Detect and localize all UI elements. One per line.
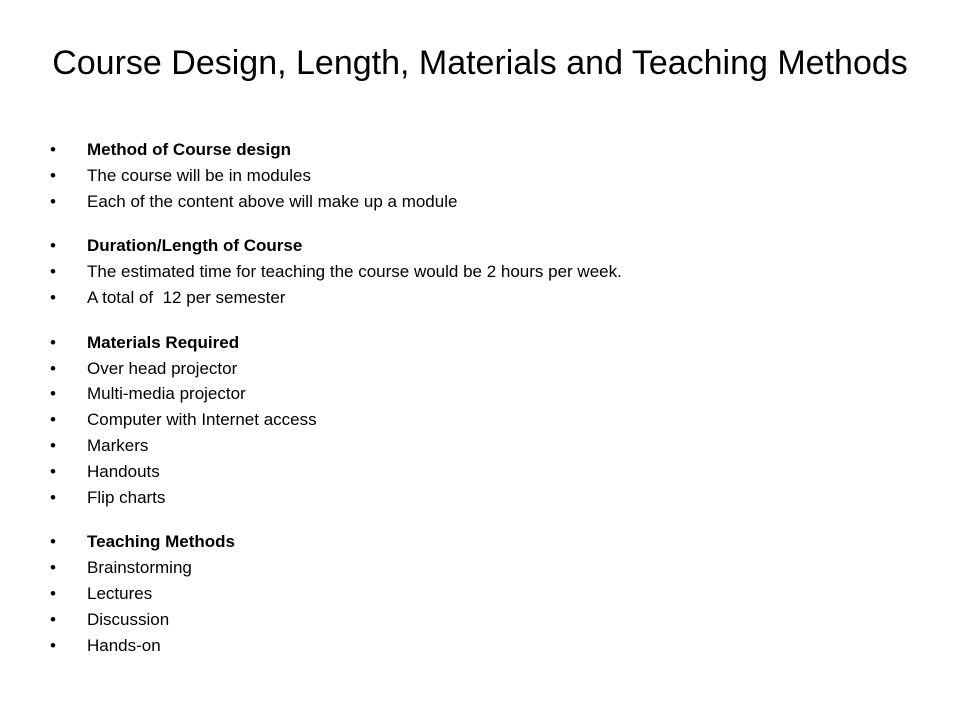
slide-title: Course Design, Length, Materials and Teaching Methods <box>52 44 908 82</box>
list-item <box>50 633 910 659</box>
bullet-icon: • <box>50 236 56 256</box>
bullet-icon: • <box>50 532 56 552</box>
list-item-text: Discussion <box>87 609 170 629</box>
bullet-list <box>50 137 910 677</box>
list-item-text: The course will be in modules <box>87 165 311 185</box>
list-item-text: Markers <box>87 435 149 455</box>
bullet-icon: • <box>50 635 56 655</box>
list-item-text: Hands-on <box>87 635 161 655</box>
bullet-icon: • <box>50 191 56 211</box>
list-item <box>50 555 910 581</box>
bullet-icon: • <box>50 165 56 185</box>
bullet-icon: • <box>50 461 56 481</box>
section-heading-text: Method of Course design <box>87 140 291 159</box>
list-item <box>50 356 910 382</box>
bullet-icon: • <box>50 410 56 430</box>
bullet-icon: • <box>50 287 56 307</box>
section-materials <box>50 330 910 511</box>
list-item-text: Handouts <box>87 461 160 481</box>
bullet-icon: • <box>50 609 56 629</box>
bullet-icon: • <box>50 558 56 578</box>
section-teaching-methods <box>50 529 910 658</box>
list-item <box>50 607 910 633</box>
list-item-text: Over head projector <box>87 358 238 378</box>
list-item-text: Computer with Internet access <box>87 410 317 430</box>
list-item-text: Multi-media projector <box>87 384 246 404</box>
list-item <box>50 459 910 485</box>
list-item <box>50 407 910 433</box>
list-item-text: The estimated time for teaching the course would be 2 hours per week. <box>87 262 622 282</box>
section-heading <box>50 137 910 163</box>
bullet-icon: • <box>50 140 56 159</box>
list-item-text: Each of the content above will make up a module <box>87 191 458 211</box>
section-heading <box>50 233 910 259</box>
list-item <box>50 285 910 311</box>
list-item <box>50 485 910 511</box>
list-item <box>50 381 910 407</box>
section-duration <box>50 233 910 310</box>
list-item <box>50 163 910 189</box>
bullet-icon: • <box>50 487 56 507</box>
section-heading <box>50 529 910 555</box>
bullet-icon: • <box>50 384 56 404</box>
list-item <box>50 259 910 285</box>
section-heading-text: Teaching Methods <box>87 532 235 552</box>
section-heading <box>50 330 910 356</box>
bullet-icon: • <box>50 358 56 378</box>
list-item-text: Brainstorming <box>87 558 192 578</box>
list-item-text: A total of 12 per semester <box>87 287 286 307</box>
bullet-icon: • <box>50 435 56 455</box>
list-item <box>50 581 910 607</box>
section-course-design <box>50 137 910 214</box>
section-heading-text: Materials Required <box>87 332 240 352</box>
bullet-icon: • <box>50 262 56 282</box>
list-item <box>50 433 910 459</box>
section-heading-text: Duration/Length of Course <box>87 236 303 256</box>
list-item-text: Flip charts <box>87 487 166 507</box>
bullet-icon: • <box>50 583 56 603</box>
bullet-icon: • <box>50 332 56 352</box>
list-item <box>50 189 910 215</box>
list-item-text: Lectures <box>87 583 153 603</box>
